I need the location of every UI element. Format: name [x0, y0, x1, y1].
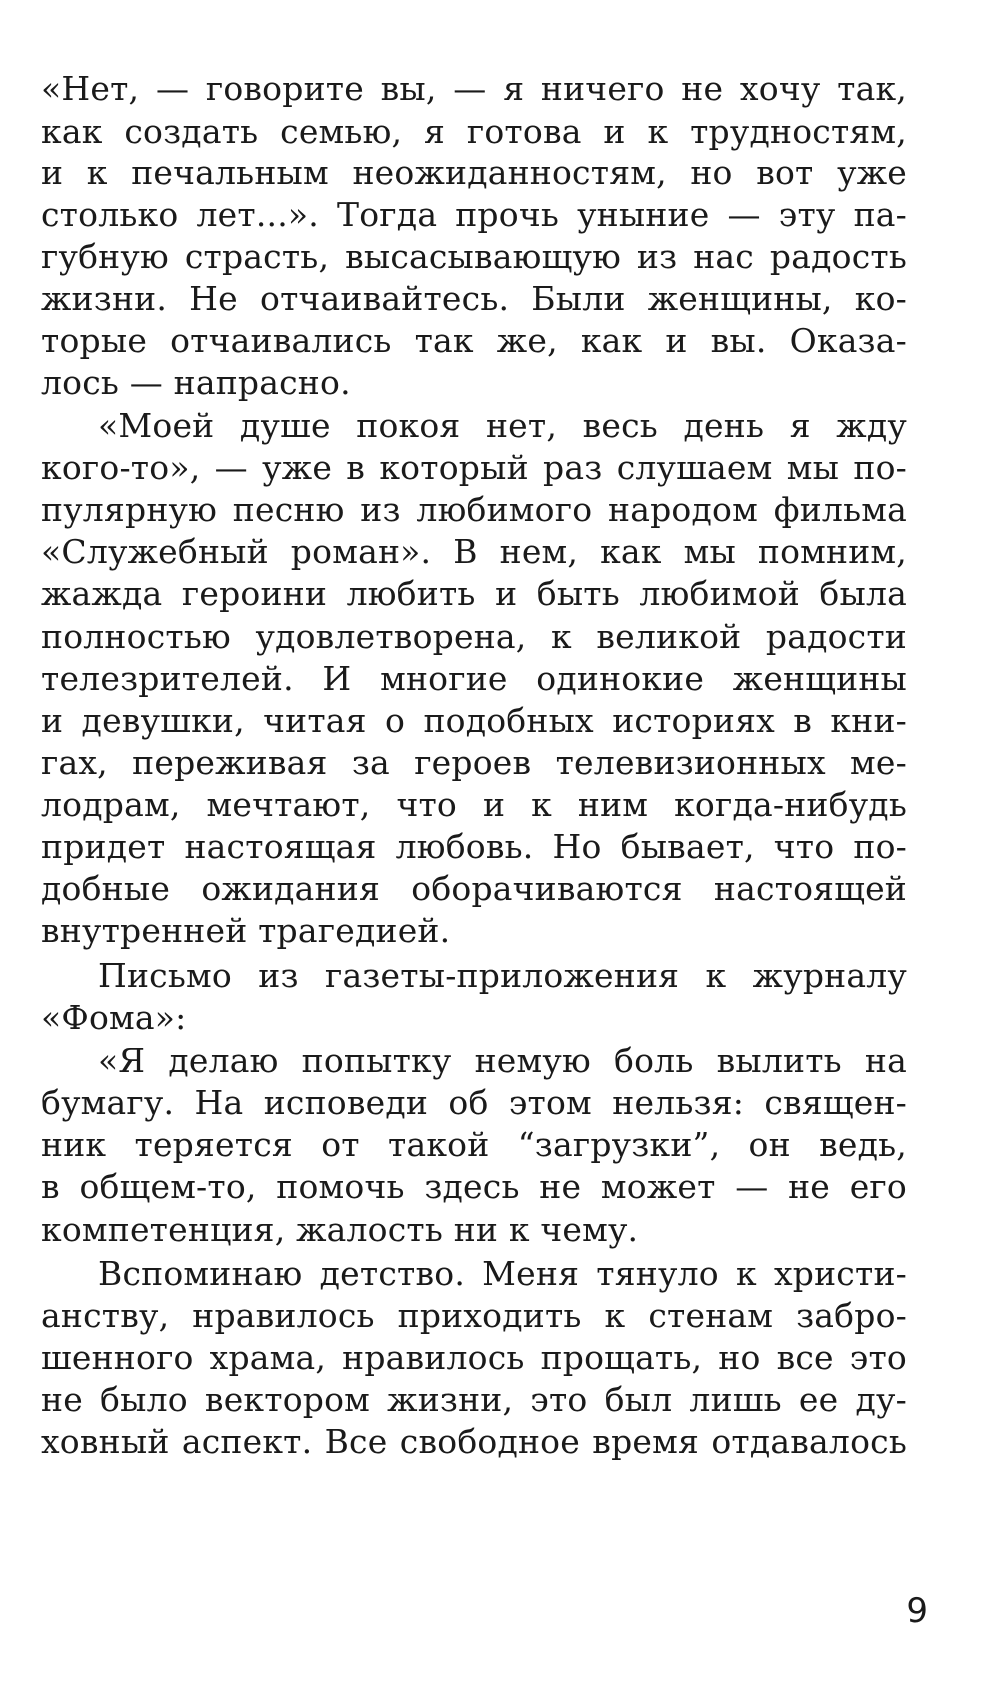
- text-line: как создать семью, я готова и к трудностям,: [41, 112, 907, 151]
- text-line: и к печальным неожиданностям, но вот уже: [41, 153, 907, 192]
- text-line: лось — напрасно.: [41, 363, 351, 402]
- text-line: гах, переживая за героев телевизионных ме-: [41, 743, 907, 782]
- text-line: столько лет...». Тогда прочь уныние — эту па-: [41, 195, 907, 234]
- text-line: торые отчаивались так же, как и вы. Оказа-: [41, 321, 907, 360]
- text-line: «Фома»:: [41, 998, 187, 1037]
- text-line: Вспоминаю детство. Меня тянуло к христи-: [98, 1254, 907, 1293]
- text-line: добные ожидания оборачиваются настоящей: [41, 869, 907, 908]
- text-line: не было вектором жизни, это был лишь ее ду-: [41, 1380, 907, 1419]
- text-line: полностью удовлетворена, к великой радости: [41, 617, 907, 656]
- text-line: придет настоящая любовь. Но бывает, что по-: [41, 827, 907, 866]
- text-line: внутренней трагедией.: [41, 911, 451, 950]
- text-line: в общем-то, помочь здесь не может — не его: [41, 1167, 907, 1206]
- text-line: жажда героини любить и быть любимой была: [41, 574, 907, 613]
- text-line: анству, нравилось приходить к стенам забро-: [41, 1296, 907, 1335]
- text-line: «Я делаю попытку немую боль вылить на: [98, 1041, 907, 1080]
- text-line: лодрам, мечтают, что и к ним когда-нибудь: [41, 785, 907, 824]
- text-line: шенного храма, нравилось прощать, но все это: [41, 1338, 907, 1377]
- text-line: ник теряется от такой “загрузки”, он ведь,: [41, 1125, 907, 1164]
- text-line: ховный аспект. Все свободное время отдавалось: [41, 1422, 907, 1461]
- text-line: Письмо из газеты-приложения к журналу: [98, 956, 907, 995]
- text-line: и девушки, читая о подобных историях в кни-: [41, 701, 907, 740]
- text-line: компетенция, жалость ни к чему.: [41, 1210, 639, 1249]
- text-line: губную страсть, высасывающую из нас радость: [41, 237, 907, 276]
- text-line: кого-то», — уже в который раз слушаем мы по-: [41, 448, 907, 487]
- text-line: «Служебный роман». В нем, как мы помним,: [41, 532, 907, 571]
- text-line: «Нет, — говорите вы, — я ничего не хочу так,: [41, 69, 907, 108]
- text-line: жизни. Не отчаивайтесь. Были женщины, ко-: [41, 279, 907, 318]
- text-line: телезрителей. И многие одинокие женщины: [41, 659, 907, 698]
- page-number: 9: [906, 1591, 928, 1631]
- text-line: бумагу. На исповеди об этом нельзя: священ-: [41, 1083, 907, 1122]
- text-line: пулярную песню из любимого народом фильма: [41, 490, 907, 529]
- text-line: «Моей душе покоя нет, весь день я жду: [98, 406, 907, 445]
